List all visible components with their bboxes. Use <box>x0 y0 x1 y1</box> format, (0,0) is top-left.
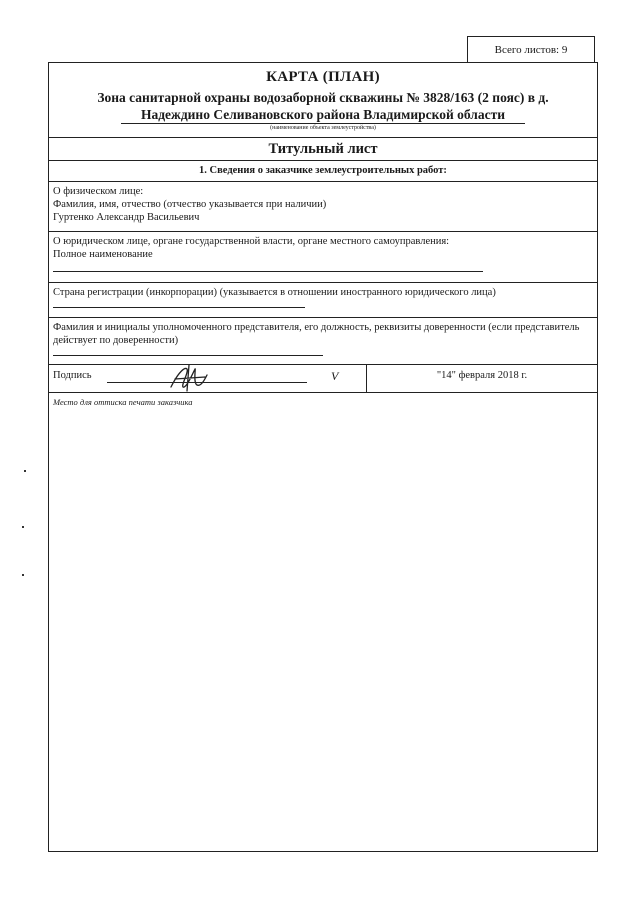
document-subject <box>49 89 597 123</box>
country-fill-line <box>53 307 305 308</box>
customer-section-heading: 1. Сведения о заказчике землеустроительных работ: <box>49 161 597 182</box>
handwritten-signature <box>167 363 211 393</box>
sheet-count-value: 9 <box>561 43 568 56</box>
country-label: Страна регистрации (инкорпорации) (указывается в отношении иностранного юридического лица) <box>53 287 496 298</box>
check-mark: V <box>331 369 339 383</box>
legal-entity-fill-line <box>53 271 483 272</box>
signature-date: "14" февраля 2018 г. <box>436 370 528 381</box>
scan-speck <box>22 526 24 528</box>
document-subject-note: (наименование объекта землеустройства) <box>270 125 376 131</box>
sheet-count-box <box>467 36 595 62</box>
country-block <box>49 283 597 318</box>
title-sheet-heading: Титульный лист <box>49 138 597 161</box>
document-header <box>49 63 597 138</box>
document-frame <box>48 62 598 852</box>
document-title: КАРТА (ПЛАН) <box>266 69 380 85</box>
representative-fill-line <box>53 355 323 356</box>
individual-block <box>49 182 597 232</box>
individual-field-label: Фамилия, имя, отчество (отчество указывается при наличии) <box>53 199 327 210</box>
stamp-place-label: Место для оттиска печати заказчика <box>53 397 193 407</box>
legal-entity-block <box>49 232 597 283</box>
document-subject-line2: Надеждино Селивановского района Владимирской области <box>140 107 506 122</box>
legal-entity-label: О юридическом лице, органе государственной власти, органе местного самоуправления: <box>53 236 450 247</box>
signature-label: Подпись <box>53 370 92 381</box>
legal-entity-field-label: Полное наименование <box>53 249 153 260</box>
representative-label: Фамилия и инициалы уполномоченного представителя, его должность, реквизиты доверенности (если представитель действует по доверенности) <box>53 322 580 346</box>
representative-block <box>49 318 597 365</box>
scan-speck <box>22 574 24 576</box>
scan-speck <box>24 470 26 472</box>
subject-underline <box>121 123 525 124</box>
individual-label: О физическом лице: <box>53 186 144 197</box>
individual-name-value: Гуртенко Александр Васильевич <box>53 212 200 223</box>
signature-row <box>49 365 597 393</box>
sheet-count-label: Всего листов: <box>494 43 560 56</box>
document-subject-line1: Зона санитарной охраны водозаборной скважины № 3828/163 (2 пояс) в д. <box>97 90 549 105</box>
signature-cell <box>49 365 367 392</box>
